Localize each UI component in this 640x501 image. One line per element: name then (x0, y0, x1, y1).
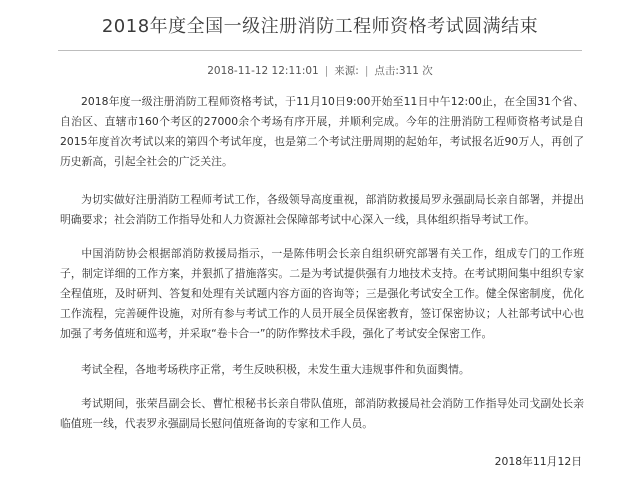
paragraph-3 (60, 244, 584, 344)
paragraph-1 (60, 92, 584, 172)
paragraph-text: 考试全程，各地考场秩序正常，考生反映积极，未发生重大违规事件和负面舆情。 (81, 363, 470, 376)
meta-separator: | (364, 65, 369, 77)
paragraph-text: 2018年度一级注册消防工程师资格考试，于11月10日9:00开始至11日中午12:00止，在全国31个省、自治区、直辖市160个考区的27000余个考场有序开展，并顺利完成。今年的注册消防工程师资格考试是自2015年度首次考试以来的第四个考试年度，也是第二个考试注册周期的起始年，考试报名近90万人，再创了历史新高，引起全社会的广泛关注。 (60, 95, 584, 168)
article-title: 2018年度全国一级注册消防工程师资格考试圆满结束 (101, 16, 539, 37)
article-meta (0, 64, 640, 78)
paragraph-text: 考试期间，张荣昌副会长、曹忙根秘书长亲自带队值班，部消防救援局社会消防工作指导处司戈副处长亲临值班一线，代表罗永强副局长慰问值班备询的专家和工作人员。 (60, 397, 584, 430)
paragraph-2 (60, 190, 584, 230)
paragraph-text: 中国消防协会根据部消防救援局指示，一是陈伟明会长亲自组织研究部署有关工作，组成专门的工作班子，制定详细的工作方案，并狠抓了措施落实。二是为考试提供强有力地技术支持。在考试期间集中组织专家全程值班，及时研判、答复和处理有关试题内容方面的咨询等；三是强化考试安全工作。健全保密制度，优化工作流程，完善硬件设施，对所有参与考试工作的人员开展全员保密教育，签订保密协议；人社部考试中心也加强了考务值班和巡考，并采取“卷卡合一”的防作弊技术手段，强化了考试安全保密工作。 (60, 247, 584, 340)
title-divider (58, 50, 582, 51)
publish-date: 2018年11月12日 (494, 455, 582, 468)
paragraph-text: 为切实做好注册消防工程师考试工作，各级领导高度重视，部消防救援局罗永强副局长亲自部署，并提出明确要求；社会消防工作指导处和人力资源社会保障部考试中心深入一线，具体组织指导考试工作。 (60, 193, 584, 226)
paragraph-5 (60, 394, 584, 434)
click-count: 点击:311 次 (374, 65, 433, 77)
meta-separator: | (324, 65, 329, 77)
publish-datetime: 2018-11-12 12:11:01 (207, 65, 319, 77)
source-label: 来源: (334, 65, 359, 77)
paragraph-4 (60, 360, 584, 380)
